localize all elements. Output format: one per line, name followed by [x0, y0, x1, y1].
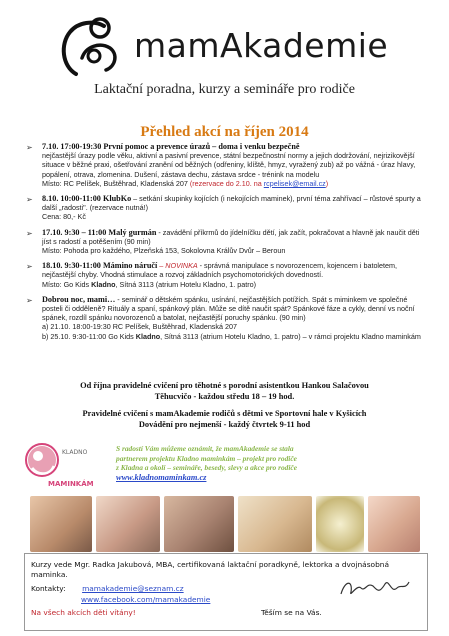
- event-reservation-end: ): [325, 178, 329, 188]
- promo-line: partnerem projektu Kladno maminkám – projekt pro rodiče: [116, 453, 297, 463]
- facebook-link[interactable]: www.facebook.com/mamakademie: [81, 595, 211, 604]
- bullet-arrow-icon: ➢: [26, 295, 33, 305]
- closing-text: Těším se na Vás.: [261, 608, 322, 617]
- kladno-maminkam-link[interactable]: www.kladnomaminkam.cz: [116, 472, 207, 482]
- photo-exercise: [96, 496, 160, 552]
- notice-line: Pravidelné cvičení s mamAkademie rodičů s dětmi ve Sportovní hale v Kyšicích: [82, 409, 367, 418]
- event-date-b-city: Kladno: [135, 331, 161, 341]
- event-place-text: Místo: RC Pelíšek, Buštěhrad, Kladenská 207: [42, 178, 188, 188]
- contacts-label: Kontakty:: [31, 584, 66, 593]
- photo-baby: [368, 496, 420, 552]
- email-link[interactable]: mamakademie@seznam.cz: [82, 584, 184, 593]
- event-place: Místo: Pohoda pro každého, Plzeňská 153, Sokolovna Králův Dvůr – Beroun: [42, 246, 286, 256]
- event-date-b-text: b) 25.10. 9:30-11:00 Go Kids: [42, 331, 136, 341]
- photo-mother-baby: [30, 496, 92, 552]
- event-item: [26, 142, 426, 188]
- kladno-maminkam-logo-icon: [24, 440, 104, 490]
- partner-promo: [24, 440, 429, 492]
- promo-line: S radostí Vám můžeme oznámit, že mamAkademie se stala: [116, 444, 294, 453]
- photo-strip: [30, 496, 420, 552]
- bullet-arrow-icon: ➢: [26, 228, 33, 238]
- notice-line: Dovádění pro nejmenší - každý čtvrtek 9-11 hod: [138, 420, 311, 429]
- event-title: 8.10. 10:00-11:00 KlubKo: [42, 194, 132, 204]
- event-place: [42, 179, 426, 188]
- header: [0, 0, 449, 110]
- event-price: Cena: 80,- Kč: [42, 212, 86, 222]
- event-place: [42, 280, 426, 289]
- promo-text: [116, 444, 436, 482]
- event-date-b-address: , Sítná 3113 (atrium Hotelu Kladno, 1. patro) – v rámci projektu Kladno maminkám: [160, 331, 421, 341]
- kids-welcome: Na všech akcích děti vítány!: [31, 608, 136, 617]
- event-place-address: , Sítná 3113 (atrium Hotelu Kladno, 1. patro): [115, 279, 256, 289]
- pregnancy-exercise-notice: [0, 380, 449, 402]
- email-link[interactable]: rcpelisek@email.cz: [263, 178, 326, 188]
- promo-line: z Kladna a okolí – semináře, besedy, slevy a akce pro rodiče: [116, 463, 297, 473]
- event-description: - správná manipulace s novorozencem, kojencem i batoletem, nejčastější chyby. Vhodná stimulace a rozvoj základních psychomotorických dovedností.: [42, 261, 398, 280]
- event-title: 7.10. 17:00-19:30 První pomoc a prevence úrazů: [42, 142, 211, 151]
- contacts-row: [31, 584, 184, 594]
- event-item: [26, 194, 426, 222]
- novinka-badge: – NOVINKA: [157, 261, 198, 271]
- section-title: Přehled akcí na říjen 2014: [140, 124, 309, 140]
- event-reservation: (rezervace do 2.10. na: [189, 178, 264, 188]
- notice-line: Od října pravidelné cvičení pro těhotné s porodní asistentkou Hankou Salačovou: [80, 381, 369, 390]
- mother-child-logo-icon: [56, 14, 128, 78]
- event-description: – setkání skupinky kojících (i nekojících maminek), první téma zahřívací – růstové spurty a další „radosti". (rezervace nutná!): [42, 194, 421, 213]
- bullet-arrow-icon: ➢: [26, 262, 33, 272]
- event-subtitle: – doma i venku bezpečně: [210, 142, 300, 151]
- brand-name: mamAkademie: [134, 26, 389, 65]
- tagline: Laktační poradna, kurzy a semináře pro rodiče: [94, 82, 355, 97]
- event-place-city: Kladno: [91, 279, 116, 289]
- logo-text-kladno: KLADNO: [62, 449, 88, 456]
- instructor-info-cont: maminka.: [31, 570, 68, 579]
- event-date-a: a) 21.10. 18:00-19:30 RC Pelíšek, Buštěhrad, Kladenská 207: [42, 322, 237, 332]
- event-date-b: [42, 332, 426, 341]
- event-description: - seminář o dětském spánku, usínání, nejčastějších potížích. Spát s miminkem ve společné posteli či odděleně? Rituály a spaní, spánkový plán. Může se dítě naučit spát? Spánkové fáze a cykly, denní vs noční spánek, rozdíl spánku novorozenců a batolat, nejčastější poruchy spánku. (90 min): [42, 294, 415, 323]
- instructor-info: Kurzy vede Mgr. Radka Jakubová, MBA, certifikovaná laktační poradkyně, lektorka a dvojnásobná: [31, 560, 389, 569]
- signature-icon: [339, 574, 411, 602]
- event-title: 18.10. 9:30-11:00 Mámino náručí: [42, 261, 158, 271]
- events-list: [26, 142, 426, 347]
- event-description: nejčastější úrazy podle věku, aktivní a pasivní prevence, státní bezpečnostní normy a jejich dodržování, nejrizikovější situace v běžné praxi, ošetřování zranění od běžných (odřeniny, klíště, hmyz, vyražený zub) až po vážná - úraz hlavy, popálení, otrava, zlomenina. Dušení, zástava dechu, zástava srdce - trénink na modelu: [42, 151, 416, 179]
- bullet-arrow-icon: ➢: [26, 195, 33, 205]
- kids-exercise-notice: [0, 408, 449, 430]
- event-place-text: Místo: Go Kids: [42, 279, 92, 289]
- bullet-arrow-icon: ➢: [26, 143, 33, 152]
- photo-children: [238, 496, 312, 552]
- logo-text-maminkam: MAMINKÁM: [48, 480, 94, 488]
- photo-family: [164, 496, 234, 552]
- event-title: Dobrou noc, mami…: [42, 294, 116, 304]
- photo-logo-art: [316, 496, 364, 552]
- event-item: [26, 261, 426, 289]
- footer-contact-box: [24, 553, 428, 631]
- event-item: [26, 228, 426, 256]
- event-item: [26, 295, 426, 341]
- event-description: - zavádění příkrmů do jídelníčku dětí, jak začít, pokračovat a hlavně jak naučit děti jíst s radostí a potěšením (90 min): [42, 227, 420, 246]
- event-title: 17.10. 9:30 – 11:00 Malý gurmán: [42, 227, 157, 237]
- notice-line: Těhucvičo - každou středu 18 – 19 hod.: [154, 392, 295, 401]
